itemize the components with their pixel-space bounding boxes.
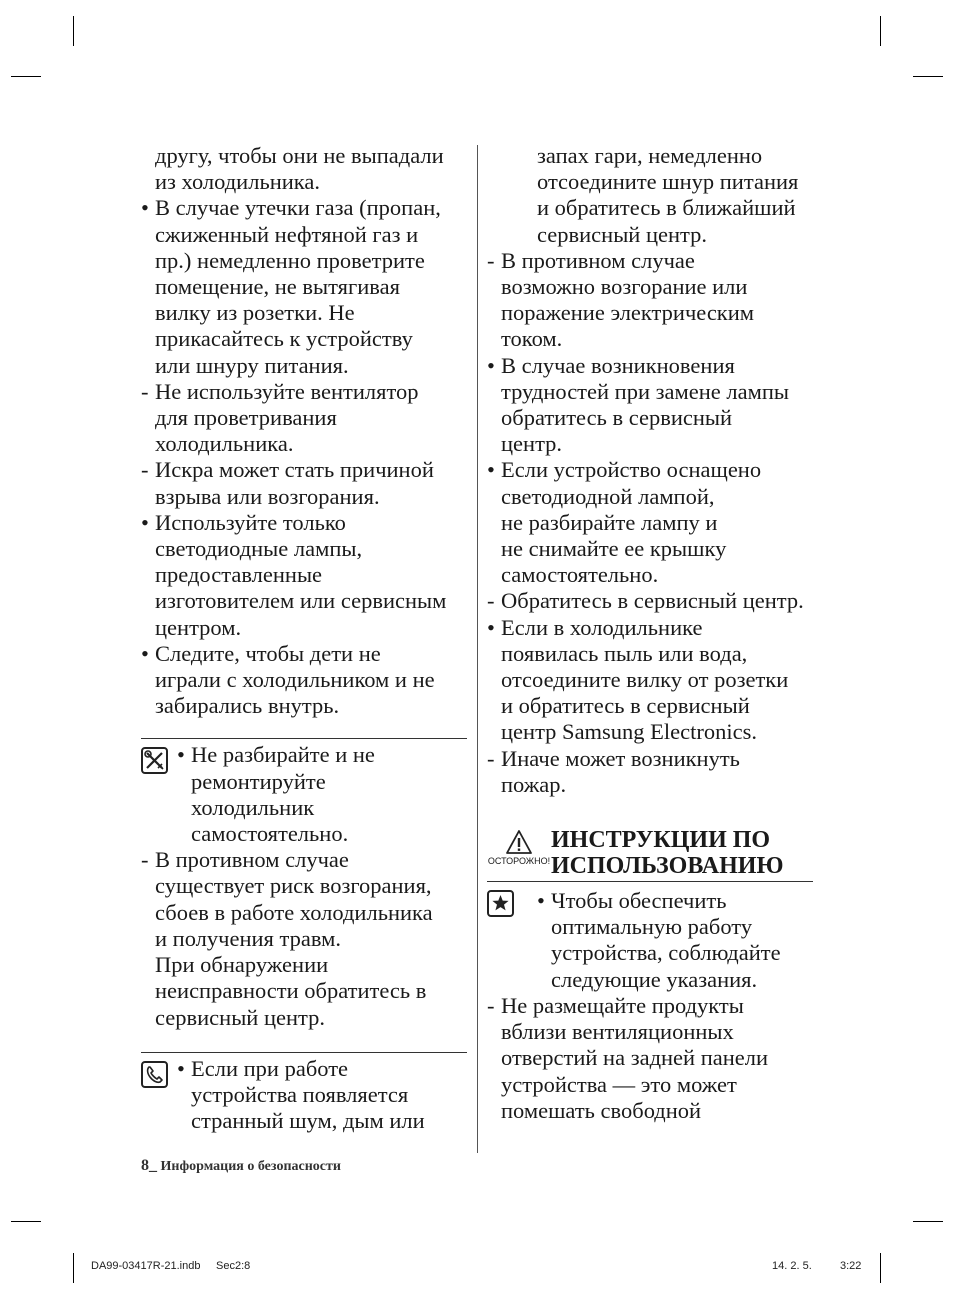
crop-mark [11, 76, 41, 77]
dash-marker: - [141, 847, 149, 873]
list-item [141, 847, 467, 952]
list-item [487, 588, 813, 614]
section-title-rule [487, 881, 813, 882]
phone-icon [141, 1056, 177, 1135]
list-item [487, 457, 813, 588]
list-item [487, 615, 813, 746]
bullet-no-disassemble: Не разбирайте и не ремонтируйте холодильник самостоятельно. [191, 742, 375, 847]
crop-mark [73, 16, 74, 46]
dash-marker: - [487, 588, 495, 614]
bullet-marker: • [487, 352, 495, 378]
list-item [141, 510, 467, 641]
column-divider [477, 145, 478, 1153]
dash-contact-service: Обратитесь в сервисный центр. [501, 588, 804, 614]
page-footer [141, 1157, 341, 1175]
page-number: 8_ [141, 1157, 157, 1174]
service-note: При обнаружении неисправности обратитесь в сервисный центр. [155, 952, 427, 1030]
crop-mark [11, 1221, 41, 1222]
list-item [141, 457, 467, 509]
dash-marker: - [487, 992, 495, 1018]
bullet-marker: • [177, 1055, 185, 1081]
left-column [141, 143, 467, 1134]
no-disassembly-icon [141, 742, 177, 847]
warning-label: ОСТОРОЖНО! [487, 856, 551, 867]
optimal-operation-note [487, 888, 813, 993]
list-item [141, 195, 467, 378]
crop-mark [913, 76, 943, 77]
bullet-led-device: Если устройство оснащено светодиодной лампой, не разбирайте лампу и не снимайте ее крышку самостоятельно. [501, 457, 762, 588]
list-item [487, 248, 813, 353]
list-item [487, 993, 813, 1124]
bullet-marker: • [141, 640, 149, 666]
dash-spark: Искра может стать причиной взрыва или возгорания. [155, 457, 434, 509]
bullet-strange-noise: Если при работе устройства появляется странный шум, дым или [191, 1055, 425, 1134]
dash-marker: - [487, 745, 495, 771]
dash-fire-risk: В противном случае существует риск возгорания, сбоев в работе холодильника и получения травм. [155, 847, 433, 951]
dash-fire: Иначе может возникнуть пожар. [501, 745, 740, 797]
warning-icon [505, 829, 533, 855]
list-item [141, 379, 467, 458]
dash-vents: Не размещайте продукты вблизи вентиляционных отверстий на задней панели устройства — это может помешать свободной [501, 992, 769, 1123]
warning-badge [487, 829, 551, 867]
bullet-marker: • [141, 195, 149, 221]
section-rule [141, 738, 467, 739]
bullet-marker: • [487, 614, 495, 640]
bullet-led-lamps: Используйте только светодиодные лампы, предоставленные изготовителем или сервисным центром. [155, 509, 447, 640]
right-column [487, 143, 813, 1124]
list-item [487, 353, 813, 458]
crop-mark [880, 16, 881, 46]
dash-marker: - [487, 247, 495, 273]
continuation-text: запах гари, немедленно отсоедините шнур питания и обратитесь в ближайший сервисный центр. [537, 143, 799, 247]
dash-no-fan: Не используйте вентилятор для проветривания холодильника. [155, 378, 419, 457]
bullet-marker: • [141, 509, 149, 535]
dash-marker: - [141, 378, 149, 404]
footer-section: Информация о безопасности [160, 1159, 341, 1174]
crop-mark [913, 1221, 943, 1222]
crop-mark [73, 1253, 74, 1283]
list-item [141, 641, 467, 720]
bullet-marker: • [537, 888, 545, 914]
dash-otherwise: В противном случае возможно возгорание или поражение электрическим током. [501, 247, 755, 352]
slug-time: 3:22 [840, 1260, 862, 1272]
bullet-dust-water: Если в холодильнике появилась пыль или вода, отсоедините вилку от розетки и обратитесь в сервисный центр Samsung Electronics. [501, 614, 789, 745]
section-title: ИНСТРУКЦИИ ПО ИСПОЛЬЗОВАНИЮ [551, 827, 784, 880]
bullet-gas-leak: В случае утечки газа (пропан, сжиженный нефтяной газ и пр.) немедленно проветрите помещение, не вытягивая вилку из розетки. Не прикасайтесь к устройству или шнуру питания. [155, 195, 441, 378]
bullet-lamp-replace: В случае возникновения трудностей при замене лампы обратитесь в сервисный центр. [501, 352, 789, 457]
slug-date: 14. 2. 5. [772, 1260, 812, 1272]
section-rule [141, 1052, 467, 1053]
no-disassemble-note [141, 742, 467, 847]
bullet-children: Следите, чтобы дети не играли с холодильником и не забирались внутрь. [155, 640, 435, 719]
note-icon [487, 888, 537, 993]
continuation-text: другу, чтобы они не выпадали из холодильника. [155, 143, 444, 195]
crop-mark [880, 1253, 881, 1283]
dash-marker: - [141, 457, 149, 483]
bullet-marker: • [487, 457, 495, 483]
list-item [487, 746, 813, 798]
bullet-optimal-operation: Чтобы обеспечить оптимальную работу устройства, соблюдайте следующие указания. [551, 888, 781, 992]
slug-sec: Sec2:8 [216, 1260, 251, 1272]
slug-file: DA99-03417R-21.indb [91, 1260, 201, 1272]
section-header [487, 827, 813, 879]
strange-noise-note [141, 1056, 467, 1135]
bullet-marker: • [177, 742, 185, 768]
